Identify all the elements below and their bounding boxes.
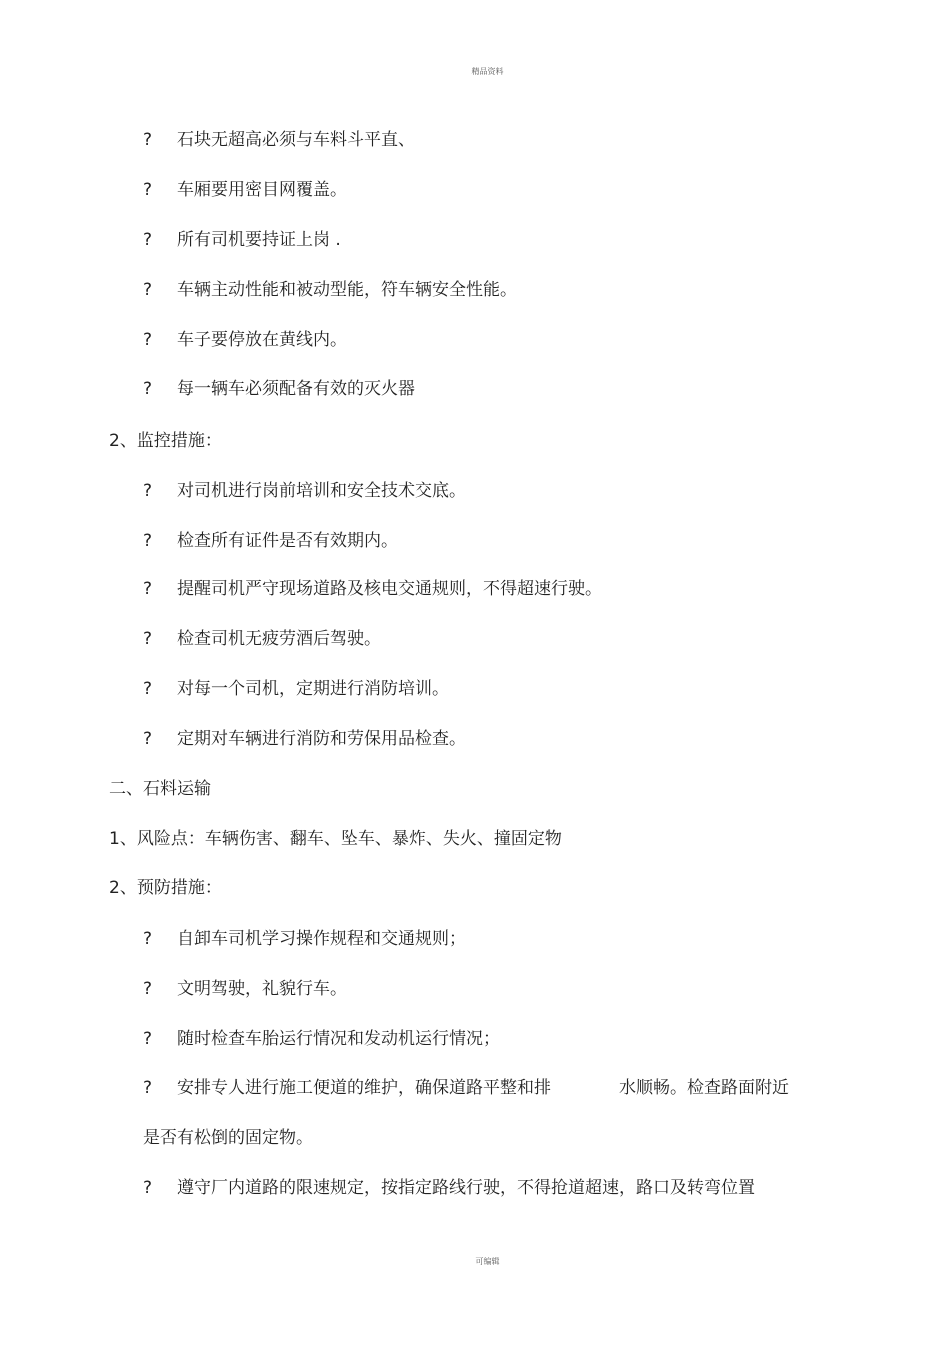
list-item-text: 遵守厂内道路的限速规定，按指定路线行驶，不得抢道超速，路口及转弯位置 [177,1178,755,1198]
list-item-text: 石块无超高必须与车料斗平直、 [177,130,415,150]
list-item-text: 对司机进行岗前培训和安全技术交底。 [177,481,466,501]
list-item-text-part: 安排专人进行施工便道的维护，确保道路平整和排 [177,1078,551,1098]
section-heading: 2、监控措施： [109,431,222,451]
list-item-text: 提醒司机严守现场道路及核电交通规则，不得超速行驶。 [177,579,602,599]
bullet-marker: ? [143,230,153,250]
list-item-text: 所有司机要持证上岗 . [177,230,341,250]
bullet-marker: ? [143,481,153,501]
list-item-text: 车子要停放在黄线内。 [177,330,347,350]
bullet-marker: ? [143,1029,153,1049]
list-item-text: 检查司机无疲劳酒后驾驶。 [177,629,381,649]
list-item-text: 车辆主动性能和被动型能，符车辆安全性能。 [177,280,517,300]
list-item-text [177,1077,789,1099]
bullet-marker: ? [143,929,153,949]
bullet-marker: ? [143,379,153,399]
bullet-marker: ? [143,1078,153,1098]
bullet-marker: ? [143,729,153,749]
bullet-marker: ? [143,679,153,699]
bullet-marker: ? [143,979,153,999]
list-item-text: 随时检查车胎运行情况和发动机运行情况； [177,1029,500,1049]
section-heading: 二、石料运输 [109,779,211,799]
bullet-marker: ? [143,180,153,200]
page-footer: 可编辑 [475,1257,500,1266]
page-header: 精品资料 [471,67,504,76]
list-item-text: 车厢要用密目网覆盖。 [177,180,347,200]
section-heading: 1、风险点：车辆伤害、翻车、坠车、暴炸、失火、撞固定物 [109,829,562,849]
list-item-text: 检查所有证件是否有效期内。 [177,531,398,551]
section-heading: 2、预防措施： [109,878,222,898]
bullet-marker: ? [143,1178,153,1198]
list-item-text: 自卸车司机学习操作规程和交通规则； [177,929,466,949]
bullet-marker: ? [143,280,153,300]
bullet-marker: ? [143,130,153,150]
bullet-marker: ? [143,579,153,599]
list-item-continuation: 是否有松倒的固定物。 [143,1128,313,1148]
list-item-text: 每一辆车必须配备有效的灭火器 [177,379,415,399]
list-item-text: 对每一个司机，定期进行消防培训。 [177,679,449,699]
list-item-text: 文明驾驶，礼貌行车。 [177,979,347,999]
bullet-marker: ? [143,330,153,350]
bullet-marker: ? [143,531,153,551]
list-item-text: 定期对车辆进行消防和劳保用品检查。 [177,729,466,749]
bullet-marker: ? [143,629,153,649]
list-item-text-part: 水顺畅。检查路面附近 [619,1078,789,1098]
